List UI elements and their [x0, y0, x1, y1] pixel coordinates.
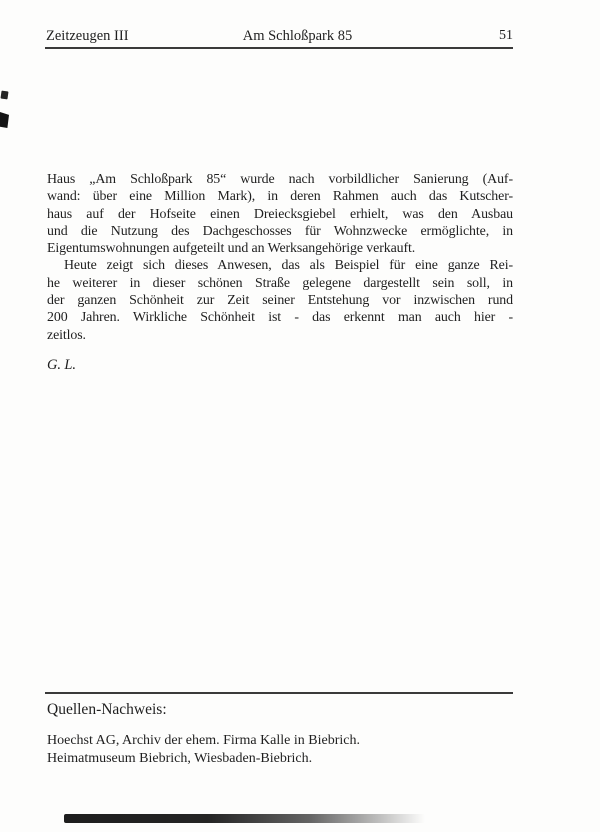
text-line: der ganzen Schönheit zur Zeit seiner Entstehung vor inzwischen rund — [47, 293, 513, 309]
scan-artifact-mark — [0, 91, 8, 100]
body-text — [47, 171, 513, 374]
text-line: wand: über eine Million Mark), in deren Rahmen auch das Kutscher- — [47, 189, 513, 205]
text-line: Haus „Am Schloßpark 85“ wurde nach vorbildlicher Sanierung (Auf- — [47, 172, 513, 187]
text-line: und die Nutzung des Dachgeschosses für Wohnzwecke ermöglichte, in — [47, 223, 513, 239]
text-line: haus auf der Hofseite einen Dreiecksgiebel erhielt, was den Ausbau — [47, 206, 513, 222]
sources-list — [47, 732, 360, 768]
text-line: 200 Jahren. Wirkliche Schönheit ist - das erkennt man auch hier - — [47, 310, 513, 326]
source-line: Hoechst AG, Archiv der ehem. Firma Kalle in Biebrich. — [47, 733, 360, 748]
header-rule — [45, 47, 513, 49]
header-book-title: Zeitzeugen III — [46, 28, 129, 44]
text-line: zeitlos. — [47, 327, 86, 343]
scan-artifact-bar — [64, 814, 425, 823]
text-line: he weiterer in dieser schönen Straße gelegene dargestellt sein soll, in — [47, 275, 513, 291]
text-line: Heute zeigt sich dieses Anwesen, das als Beispiel für eine ganze Rei- — [64, 258, 513, 274]
paragraph-conclusion — [47, 257, 513, 343]
running-header — [46, 27, 513, 47]
header-chapter-title: Am Schloßpark 85 — [242, 28, 353, 44]
scan-artifact-mark — [0, 112, 9, 128]
source-line: Heimatmuseum Biebrich, Wiesbaden-Biebrich. — [47, 751, 313, 767]
text-line: Eigentumswohnungen aufgeteilt und an Werksangehörige verkauft. — [47, 241, 416, 257]
sources-heading: Quellen-Nachweis: — [47, 701, 167, 718]
paragraph-renovation — [47, 171, 513, 257]
footer-rule — [45, 692, 513, 694]
page-number: 51 — [499, 28, 513, 43]
author-initials: G. L. — [47, 356, 76, 373]
